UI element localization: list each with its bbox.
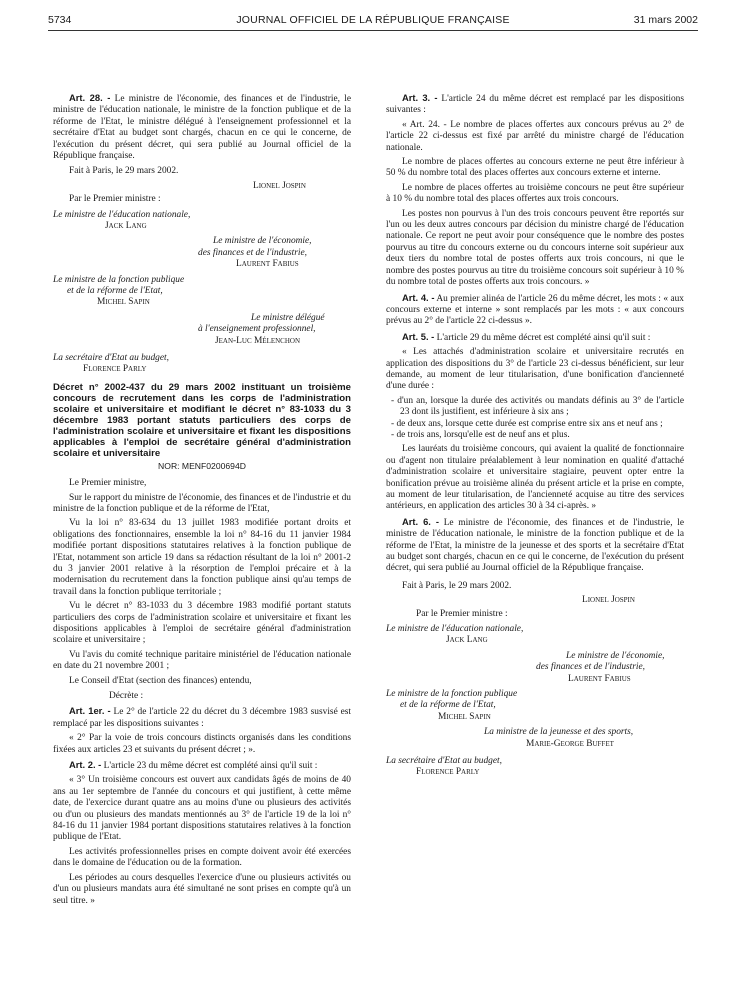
signature-name: Laurent Fabius xyxy=(236,259,299,270)
article-heading: Art. 5. - xyxy=(402,330,435,342)
signature-pm: Lionel Jospin xyxy=(253,180,306,191)
signature-name: Jack Lang xyxy=(446,635,488,646)
signature-name: Michel Sapin xyxy=(438,711,491,722)
signature-title: Le ministre de la fonction publique xyxy=(386,688,518,699)
preamble-paragraph: Le Conseil d'Etat (section des finances) entendu, xyxy=(69,675,252,686)
par-premier-ministre: Par le Premier ministre : xyxy=(69,194,161,205)
left-column xyxy=(53,92,351,910)
header-rule xyxy=(48,30,698,31)
preamble-pm: Le Premier ministre, xyxy=(69,478,147,489)
signature-name: Florence Parly xyxy=(416,767,480,778)
journal-title: JOURNAL OFFICIEL DE LA RÉPUBLIQUE FRANÇAISE xyxy=(236,14,510,26)
article-paragraph: « Art. 24. - Le nombre de places offertes aux concours prévus au 2° de l'article 22 ci-dessus est fixé par arrêté du ministre chargé de l'éducation nationale. xyxy=(386,119,684,153)
right-column xyxy=(386,92,684,779)
fait-line: Fait à Paris, le 29 mars 2002. xyxy=(402,580,512,591)
page-number: 5734 xyxy=(48,14,72,26)
fait-line: Fait à Paris, le 29 mars 2002. xyxy=(69,166,179,177)
signature-title: Le ministre de la fonction publique xyxy=(53,274,185,285)
article-28: Art. 28. - Le ministre de l'économie, des finances et de l'industrie, le ministre de l'éducation nationale, le ministre de la fonction publique et de la réforme de l'Etat, le ministre délégué à l'enseignement professionnel et la secrétaire d'Etat au budget sont chargés, chacun en ce qui le concerne, de l'exécution du présent décret, qui sera publié au Journal officiel de la République française. xyxy=(53,92,352,162)
signature-name: Florence Parly xyxy=(83,364,147,375)
signature-title: Le ministre de l'éducation nationale, xyxy=(386,624,524,635)
list-item: - de deux ans, lorsque cette durée est comprise entre six ans et neuf ans ; xyxy=(391,418,663,429)
article-paragraph: Le nombre de places offertes au concours externe ne peut être inférieur à 50 % du nombre total des places offertes aux concours externe et interne. xyxy=(386,157,684,179)
signature-name: Michel Sapin xyxy=(97,297,150,308)
signature-title: Le ministre de l'économie, xyxy=(566,650,665,661)
article-3: Art. 3. - L'article 24 du même décret est remplacé par les dispositions suivantes : xyxy=(386,92,684,116)
article-heading: Art. 4. - xyxy=(402,291,435,303)
signature-title: Le ministre de l'éducation nationale, xyxy=(53,209,191,220)
article-4: Art. 4. - Au premier alinéa de l'article 26 du même décret, les mots : « aux concours externe et interne » sont remplacés par les mots : « aux concours prévus au 2° de l'article 22 ci-dessus ». xyxy=(386,291,684,327)
signature-title: et de la réforme de l'Etat, xyxy=(67,285,163,296)
par-premier-ministre: Par le Premier ministre : xyxy=(416,608,508,619)
signature-title: et de la réforme de l'Etat, xyxy=(400,700,496,711)
article-paragraph: « 2° Par la voie de trois concours distincts organisés dans les conditions fixées aux articles 23 et suivants du présent décret ; ». xyxy=(53,733,351,755)
article-heading: Art. 1er. - xyxy=(69,705,111,717)
article-heading: Art. 3. - xyxy=(402,92,438,103)
issue-date: 31 mars 2002 xyxy=(633,14,698,26)
preamble-paragraph: Sur le rapport du ministre de l'économie, des finances et de l'industrie et du ministre de la fonction publique et de la réforme de l'Etat, xyxy=(53,492,351,514)
article-1: Art. 1er. - Le 2° de l'article 22 du décret du 3 décembre 1983 susvisé est remplacé par les dispositions suivantes : xyxy=(53,705,352,729)
article-paragraph: « 3° Un troisième concours est ouvert aux candidats âgés de moins de 40 ans au 1er septembre de l'année du concours et qui justifient, à cette même date, de l'exercice durant quatre ans au moins d'une ou plusieurs des activités ou d'un ou plusieurs des mandats mentionnés au 3° de l'article 19 de la loi n° 84-16 du 11 janvier 1984 portant dispositions statutaires relatives à la fonction publique de l'Etat. xyxy=(53,775,351,843)
signature-title: Le ministre délégué xyxy=(251,312,325,323)
decrete-line: Décrète : xyxy=(109,691,144,702)
article-paragraph: Les périodes au cours desquelles l'exercice d'une ou plusieurs activités ou d'un ou plusieurs mandats aura été simultané ne sont prises en compte qu'à un seul titre. » xyxy=(53,872,351,906)
article-2: Art. 2. - L'article 23 du même décret est complété ainsi qu'il suit : xyxy=(69,759,318,772)
signature-name: Jack Lang xyxy=(105,221,147,232)
signature-name: Laurent Fabius xyxy=(568,673,631,684)
decree-title: Décret n° 2002-437 du 29 mars 2002 instituant un troisième concours de recrutement dans les corps de l'administration scolaire et universitaire et modifiant le décret n° 83-1033 du 3 décembre 1983 portant statuts particuliers des corps de l'administration scolaire et universitaire et fixant les dispositions applicables à l'emploi de secrétaire général d'administration scolaire et universitaire xyxy=(53,381,351,459)
article-heading: Art. 28. - xyxy=(69,92,111,103)
article-paragraph: Les postes non pourvus à l'un des trois concours peuvent être reportés sur l'un ou les deux autres concours par décision du ministre chargé de l'éducation nationale. Ce report ne peut avoir pour conséquence que le nombre des postes pourvus au titre du concours externe ou du concours interne soit supérieur aux deux tiers du nombre total de postes offerts aux trois concours, ni que le nombre des postes pourvus au titre du troisième concours soit supérieur à 10 % du nombre total de postes offerts aux trois concours. » xyxy=(386,208,684,288)
article-heading: Art. 6. - xyxy=(402,515,439,527)
running-header xyxy=(48,12,698,28)
article-heading: Art. 2. - xyxy=(69,759,102,771)
nor-reference: NOR: MENF0200694D xyxy=(158,460,246,471)
preamble-paragraph: Vu la loi n° 83-634 du 13 juillet 1983 modifiée portant droits et obligations des fonctionnaires, ensemble la loi n° 84-16 du 11 janvier 1984 modifiée portant dispositions statutaires relatives à la fonction publique de l'Etat, notamment son article 19 dans sa rédaction résultant de la loi n° 2001-2 du 3 janvier 2001 relative à la résorption de l'emploi précaire et à la modernisation du recrutement dans la fonction publique ainsi qu'au temps de travail dans la fonction publique territoriale ; xyxy=(53,518,351,597)
signature-title: des finances et de l'industrie, xyxy=(198,247,308,258)
article-paragraph: « Les attachés d'administration scolaire et universitaire recrutés en application des dispositions du 3° de l'article 23 ci-dessus bénéficient, sur leur demande, au moment de leur titularisation, d'une bonification d'ancienneté d'une durée : xyxy=(386,347,684,392)
signature-pm: Lionel Jospin xyxy=(582,595,635,606)
signature-title: La ministre de la jeunesse et des sports, xyxy=(484,727,634,738)
duration-list xyxy=(386,396,684,442)
signature-title: Le ministre de l'économie, xyxy=(213,236,312,247)
signature-name: Marie-George Buffet xyxy=(526,738,614,749)
article-paragraph: Les lauréats du troisième concours, qui avaient la qualité de fonctionnaire ou d'agent non titulaire préalablement à leur nomination en qualité d'attaché d'administration scolaire et universitaire stagiaire, peuvent opter entre la bonification prévue au troisième alinéa du présent article et la prise en compte, au moment de leur titularisation, de l'ancienneté acquise au titre des services antérieurs, en application des articles 30 à 34 ci-après. » xyxy=(386,444,684,512)
signature-name: Jean-Luc Mélenchon xyxy=(215,335,301,346)
signature-title: La secrétaire d'Etat au budget, xyxy=(386,755,502,766)
article-5: Art. 5. - L'article 29 du même décret est complété ainsi qu'il suit : xyxy=(402,330,651,343)
article-paragraph: Les activités professionnelles prises en compte doivent avoir été exercées dans le domaine de l'éducation ou de la formation. xyxy=(53,846,351,869)
signature-title: des finances et de l'industrie, xyxy=(536,662,646,673)
list-item: - de trois ans, lorsqu'elle est de neuf ans et plus. xyxy=(391,429,570,440)
list-item: - d'un an, lorsque la durée des activités ou mandats définis au 3° de l'article 23 dont ils justifient, est inférieure à six ans ; xyxy=(391,395,684,418)
preamble-paragraph: Vu le décret n° 83-1033 du 3 décembre 1983 modifié portant statuts particuliers des corps de l'administration scolaire et universitaire et fixant les dispositions applicables à l'emploi de secrétaire général d'administration scolaire et universitaire ; xyxy=(53,601,351,646)
signature-title: à l'enseignement professionnel, xyxy=(198,324,316,335)
signature-title: La secrétaire d'Etat au budget, xyxy=(53,352,169,363)
article-6: Art. 6. - Le ministre de l'économie, des finances et de l'industrie, le ministre de l'éducation nationale, le ministre de la fonction publique et de la réforme de l'Etat, la ministre de la jeunesse et des sports et la secrétaire d'Etat au budget sont chargés, chacun en ce qui le concerne, de l'exécution du présent décret, qui sera publié au Journal officiel de la République française. xyxy=(386,515,685,574)
preamble-paragraph: Vu l'avis du comité technique paritaire ministériel de l'éducation nationale en date du 21 novembre 2001 ; xyxy=(53,649,351,672)
article-paragraph: Le nombre de places offertes au troisième concours ne peut être supérieur à 10 % du nombre total des places offertes aux trois concours. xyxy=(386,182,684,205)
